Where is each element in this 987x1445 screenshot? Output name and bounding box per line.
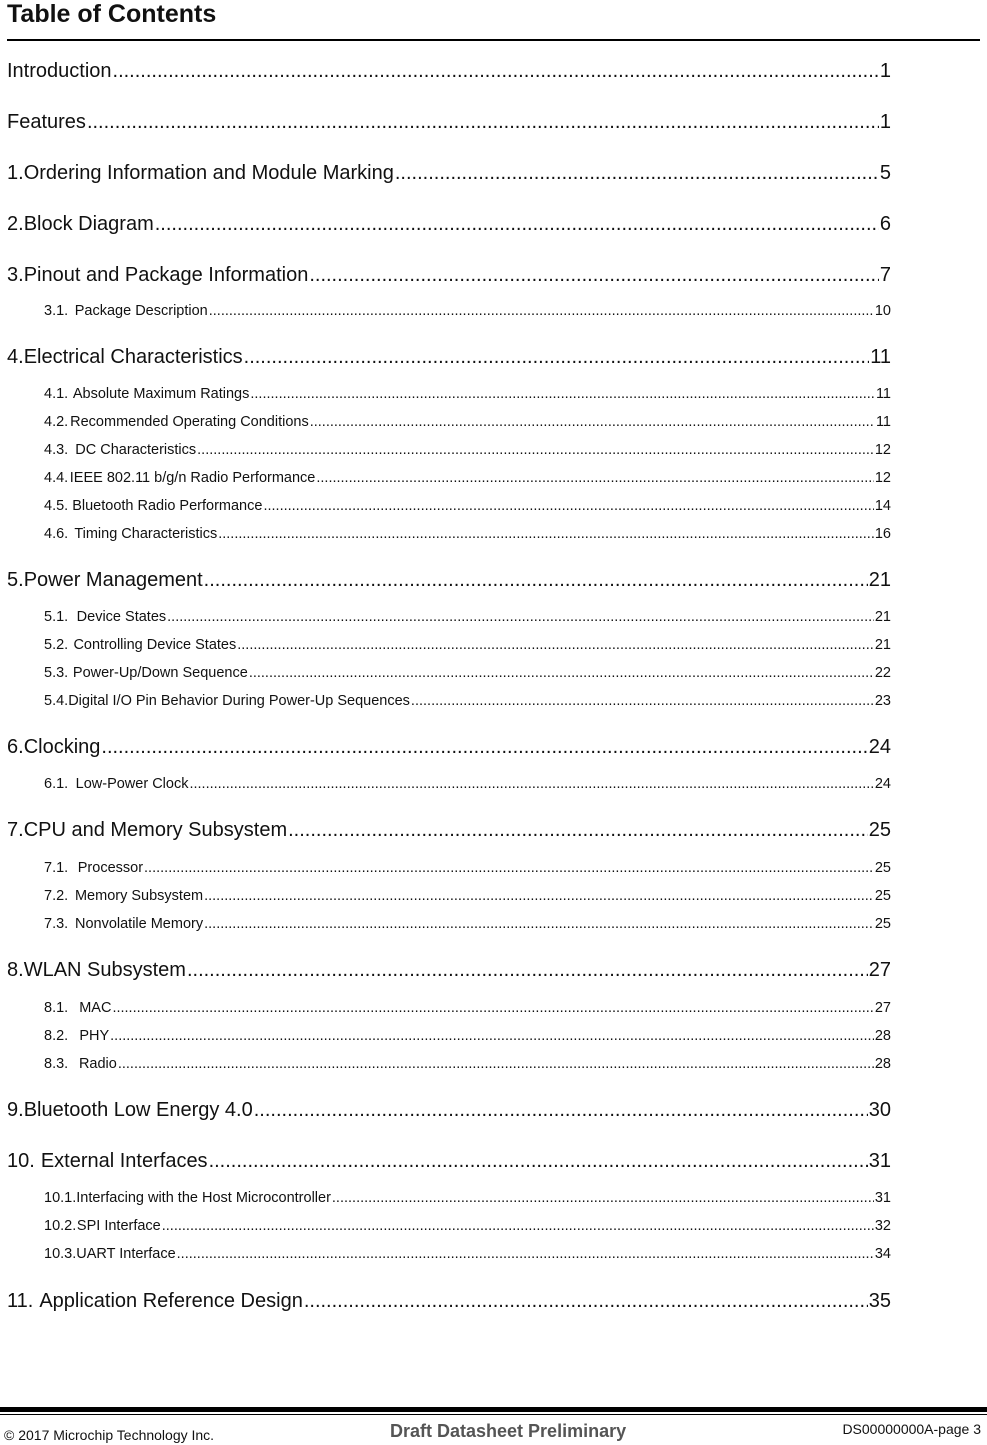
toc-entry-page[interactable]: 11 bbox=[870, 346, 891, 368]
toc-entry-number: 4.6. bbox=[44, 526, 69, 542]
toc-entry-number: 4.2. bbox=[44, 414, 69, 430]
toc-leader-dots bbox=[110, 1028, 874, 1044]
toc-entry-page[interactable]: 31 bbox=[868, 1150, 891, 1172]
footer-divider-thin bbox=[0, 1414, 987, 1415]
toc-entry-page[interactable]: 27 bbox=[868, 959, 891, 981]
toc-entry-page[interactable]: 21 bbox=[874, 609, 891, 625]
toc-leader-dots bbox=[155, 213, 879, 236]
toc-entry-page[interactable]: 14 bbox=[874, 498, 891, 514]
toc-entry-label[interactable]: UART Interface bbox=[76, 1246, 176, 1262]
toc-entry-number: 7. bbox=[7, 819, 24, 841]
toc-entry-number: 10.2. bbox=[44, 1218, 77, 1234]
footer-copyright: © 2017 Microchip Technology Inc. bbox=[4, 1427, 215, 1443]
toc-entry-number: 10.1. bbox=[44, 1190, 77, 1206]
toc-section-entry[interactable] bbox=[44, 1190, 891, 1206]
toc-entry-number: 5. bbox=[7, 569, 24, 591]
toc-chapter-entry[interactable] bbox=[7, 346, 891, 369]
toc-leader-dots bbox=[310, 414, 875, 430]
footer-divider-thick bbox=[0, 1407, 987, 1412]
footer-status: Draft Datasheet Preliminary bbox=[390, 1421, 627, 1441]
toc-section-entry[interactable] bbox=[44, 386, 891, 402]
toc-entry-label[interactable]: Package Description bbox=[74, 303, 208, 319]
toc-leader-dots bbox=[87, 111, 879, 134]
toc-entry-label[interactable]: Interfacing with the Host Microcontroller bbox=[76, 1190, 331, 1206]
toc-leader-dots bbox=[250, 386, 875, 402]
toc-section-entry[interactable] bbox=[44, 609, 891, 625]
toc-leader-dots bbox=[244, 346, 870, 369]
toc-chapter-entry[interactable] bbox=[7, 162, 891, 185]
toc-section-entry[interactable] bbox=[44, 1028, 891, 1044]
toc-entry-number: 7.3. bbox=[44, 916, 69, 932]
toc-section-entry[interactable] bbox=[44, 1056, 891, 1072]
toc-leader-dots bbox=[162, 1218, 874, 1234]
page-title: Table of Contents bbox=[7, 0, 217, 28]
toc-entry-number: 10. bbox=[7, 1150, 35, 1172]
toc-leader-dots bbox=[218, 526, 874, 542]
toc-entry-page[interactable]: 21 bbox=[868, 569, 891, 591]
toc-leader-dots bbox=[316, 470, 874, 486]
toc-section-entry[interactable] bbox=[44, 470, 891, 486]
toc-entry-label[interactable]: Bluetooth Radio Performance bbox=[72, 498, 263, 514]
toc-entry-number: 6.1. bbox=[44, 776, 69, 792]
toc-entry-label[interactable]: Introduction bbox=[7, 60, 112, 82]
toc-entry-number: 4.4. bbox=[44, 470, 69, 486]
toc-entry-label[interactable]: Block Diagram bbox=[23, 213, 154, 235]
toc-section-entry[interactable] bbox=[44, 526, 891, 542]
toc-entry-page[interactable]: 21 bbox=[874, 637, 891, 653]
toc-leader-dots bbox=[101, 736, 867, 759]
toc-entry-number: 5.3. bbox=[44, 665, 69, 681]
toc-section-entry[interactable] bbox=[44, 916, 891, 932]
toc-entry-number: 11. bbox=[7, 1290, 34, 1312]
toc-entry-page[interactable]: 25 bbox=[874, 860, 891, 876]
toc-leader-dots bbox=[209, 1150, 868, 1173]
toc-leader-dots bbox=[118, 1056, 874, 1072]
toc-chapter-entry[interactable] bbox=[7, 1099, 891, 1122]
toc-leader-dots bbox=[263, 498, 873, 514]
toc-chapter-entry[interactable] bbox=[7, 264, 891, 287]
toc-entry-page[interactable]: 16 bbox=[874, 526, 891, 542]
toc-entry-page[interactable]: 7 bbox=[879, 264, 891, 286]
toc-section-entry[interactable] bbox=[44, 776, 891, 792]
toc-entry-number: 9. bbox=[7, 1099, 24, 1121]
toc-leader-dots bbox=[204, 916, 874, 932]
title-divider bbox=[7, 39, 980, 41]
toc-entry-page[interactable]: 12 bbox=[874, 442, 891, 458]
toc-entry-label[interactable]: Device States bbox=[76, 609, 167, 625]
toc-entry-number: 4. bbox=[7, 346, 24, 368]
toc-leader-dots bbox=[204, 888, 874, 904]
toc-entry-label[interactable]: Features bbox=[7, 111, 86, 133]
toc-leader-dots bbox=[209, 303, 874, 319]
toc-entry-label[interactable]: External Interfaces bbox=[40, 1150, 208, 1172]
toc-leader-dots bbox=[204, 569, 868, 592]
toc-entry-page[interactable]: 24 bbox=[874, 776, 891, 792]
toc-entry-page[interactable]: 11 bbox=[875, 386, 891, 402]
toc-entry-page[interactable]: 1 bbox=[879, 111, 891, 133]
toc-leader-dots bbox=[411, 693, 874, 709]
toc-section-entry[interactable] bbox=[44, 693, 891, 709]
toc-entry-label[interactable]: CPU and Memory Subsystem bbox=[23, 819, 288, 841]
toc-entry-page[interactable]: 10 bbox=[874, 303, 891, 319]
toc-section-entry[interactable] bbox=[44, 1218, 891, 1234]
toc-leader-dots bbox=[288, 819, 868, 842]
toc-entry-label[interactable]: Clocking bbox=[23, 736, 101, 758]
toc-entry-page[interactable]: 23 bbox=[874, 693, 891, 709]
toc-entry-page[interactable]: 34 bbox=[874, 1246, 891, 1262]
toc-section-entry[interactable] bbox=[44, 442, 891, 458]
toc-entry-number: 6. bbox=[7, 736, 24, 758]
toc-entry-label[interactable]: Pinout and Package Information bbox=[23, 264, 309, 286]
toc-leader-dots bbox=[237, 637, 874, 653]
toc-chapter-entry[interactable] bbox=[7, 60, 891, 83]
toc-entry-page[interactable]: 28 bbox=[874, 1028, 891, 1044]
toc-entry-label[interactable]: MAC bbox=[79, 1000, 112, 1016]
toc-chapter-entry[interactable] bbox=[7, 1150, 891, 1173]
toc-entry-page[interactable]: 1 bbox=[879, 60, 891, 82]
toc-entry-number: 2. bbox=[7, 213, 24, 235]
toc-entry-label[interactable]: Recommended Operating Conditions bbox=[70, 414, 309, 430]
toc-chapter-entry[interactable] bbox=[7, 819, 891, 842]
toc-entry-page[interactable]: 25 bbox=[868, 819, 891, 841]
toc-entry-number: 3. bbox=[7, 264, 24, 286]
toc-entry-page[interactable]: 24 bbox=[868, 736, 891, 758]
toc-entry-label[interactable]: Absolute Maximum Ratings bbox=[72, 386, 250, 402]
toc-leader-dots bbox=[189, 776, 873, 792]
toc-entry-number: 8.2. bbox=[44, 1028, 69, 1044]
toc-entry-label[interactable]: Power-Up/Down Sequence bbox=[72, 665, 248, 681]
toc-entry-page[interactable]: 6 bbox=[879, 213, 891, 235]
toc-section-entry[interactable] bbox=[44, 860, 891, 876]
toc-entry-page[interactable]: 5 bbox=[879, 162, 891, 184]
toc-entry-page[interactable]: 31 bbox=[874, 1190, 891, 1206]
toc-entry-label[interactable]: PHY bbox=[79, 1028, 110, 1044]
toc-entry-page[interactable]: 11 bbox=[875, 414, 891, 430]
toc-leader-dots bbox=[112, 1000, 873, 1016]
toc-entry-number: 4.3. bbox=[44, 442, 69, 458]
toc-leader-dots bbox=[249, 665, 874, 681]
toc-entry-label[interactable]: Processor bbox=[77, 860, 144, 876]
toc-section-entry[interactable] bbox=[44, 888, 891, 904]
toc-entry-label[interactable]: Low-Power Clock bbox=[75, 776, 189, 792]
toc-entry-page[interactable]: 30 bbox=[868, 1099, 891, 1121]
toc-chapter-entry[interactable] bbox=[7, 213, 891, 236]
toc-entry-number: 1. bbox=[7, 162, 24, 184]
toc-leader-dots bbox=[395, 162, 879, 185]
toc-leader-dots bbox=[113, 60, 879, 83]
toc-chapter-entry[interactable] bbox=[7, 736, 891, 759]
toc-section-entry[interactable] bbox=[44, 1246, 891, 1262]
toc-section-entry[interactable] bbox=[44, 1000, 891, 1016]
toc-chapter-entry[interactable] bbox=[7, 569, 891, 592]
toc-chapter-entry[interactable] bbox=[7, 959, 891, 982]
toc-entry-label[interactable]: IEEE 802.11 b/g/n Radio Performance bbox=[69, 470, 316, 486]
toc-leader-dots bbox=[187, 959, 868, 982]
toc-entry-label[interactable]: DC Characteristics bbox=[75, 442, 197, 458]
toc-leader-dots bbox=[304, 1290, 868, 1313]
toc-section-entry[interactable] bbox=[44, 303, 891, 319]
toc-section-entry[interactable] bbox=[44, 414, 891, 430]
toc-entry-number: 4.1. bbox=[44, 386, 69, 402]
toc-section-entry[interactable] bbox=[44, 637, 891, 653]
toc-entry-label[interactable]: Bluetooth Low Energy 4.0 bbox=[23, 1099, 253, 1121]
toc-entry-page[interactable]: 35 bbox=[868, 1290, 891, 1312]
toc-entry-label[interactable]: Application Reference Design bbox=[39, 1290, 303, 1312]
toc-entry-page[interactable]: 25 bbox=[874, 888, 891, 904]
toc-chapter-entry[interactable] bbox=[7, 1290, 891, 1313]
toc-entry-label[interactable]: Memory Subsystem bbox=[74, 888, 204, 904]
toc-leader-dots bbox=[309, 264, 879, 287]
toc-entry-number: 8. bbox=[7, 959, 24, 981]
toc-entry-number: 10.3. bbox=[44, 1246, 77, 1262]
toc-entry-label[interactable]: Nonvolatile Memory bbox=[74, 916, 204, 932]
toc-entry-page[interactable]: 28 bbox=[874, 1056, 891, 1072]
toc-entry-page[interactable]: 25 bbox=[874, 916, 891, 932]
toc-entry-label[interactable]: Ordering Information and Module Marking bbox=[23, 162, 394, 184]
toc-entry-page[interactable]: 27 bbox=[874, 1000, 891, 1016]
toc-entry-number: 3.1. bbox=[44, 303, 69, 319]
toc-entry-number: 5.2. bbox=[44, 637, 69, 653]
toc-leader-dots bbox=[254, 1099, 868, 1122]
toc-entry-page[interactable]: 12 bbox=[874, 470, 891, 486]
toc-entry-number: 7.1. bbox=[44, 860, 69, 876]
toc-entry-label[interactable]: Power Management bbox=[23, 569, 203, 591]
toc-entry-number: 7.2. bbox=[44, 888, 69, 904]
toc-entry-number: 5.4. bbox=[44, 693, 69, 709]
toc-leader-dots bbox=[144, 860, 874, 876]
toc-section-entry[interactable] bbox=[44, 665, 891, 681]
toc-entry-label[interactable]: Controlling Device States bbox=[73, 637, 237, 653]
toc-leader-dots bbox=[332, 1190, 874, 1206]
toc-chapter-entry[interactable] bbox=[7, 111, 891, 134]
toc-entry-label[interactable]: SPI Interface bbox=[76, 1218, 161, 1234]
toc-entry-number: 5.1. bbox=[44, 609, 69, 625]
toc-entry-number: 8.3. bbox=[44, 1056, 69, 1072]
toc-entry-page[interactable]: 32 bbox=[874, 1218, 891, 1234]
toc-entry-page[interactable]: 22 bbox=[874, 665, 891, 681]
toc-entry-label[interactable]: Timing Characteristics bbox=[74, 526, 218, 542]
toc-entry-label[interactable]: Digital I/O Pin Behavior During Power-Up Sequences bbox=[68, 693, 410, 709]
toc-entry-number: 4.5. bbox=[44, 498, 69, 514]
toc-entry-label[interactable]: Radio bbox=[78, 1056, 117, 1072]
toc-leader-dots bbox=[167, 609, 874, 625]
toc-leader-dots bbox=[177, 1246, 874, 1262]
toc-section-entry[interactable] bbox=[44, 498, 891, 514]
footer-doc-id: DS00000000A-page 3 bbox=[842, 1421, 981, 1437]
toc-entry-label[interactable]: WLAN Subsystem bbox=[23, 959, 186, 981]
toc-entry-number: 8.1. bbox=[44, 1000, 69, 1016]
toc-entry-label[interactable]: Electrical Characteristics bbox=[23, 346, 243, 368]
toc-leader-dots bbox=[197, 442, 874, 458]
